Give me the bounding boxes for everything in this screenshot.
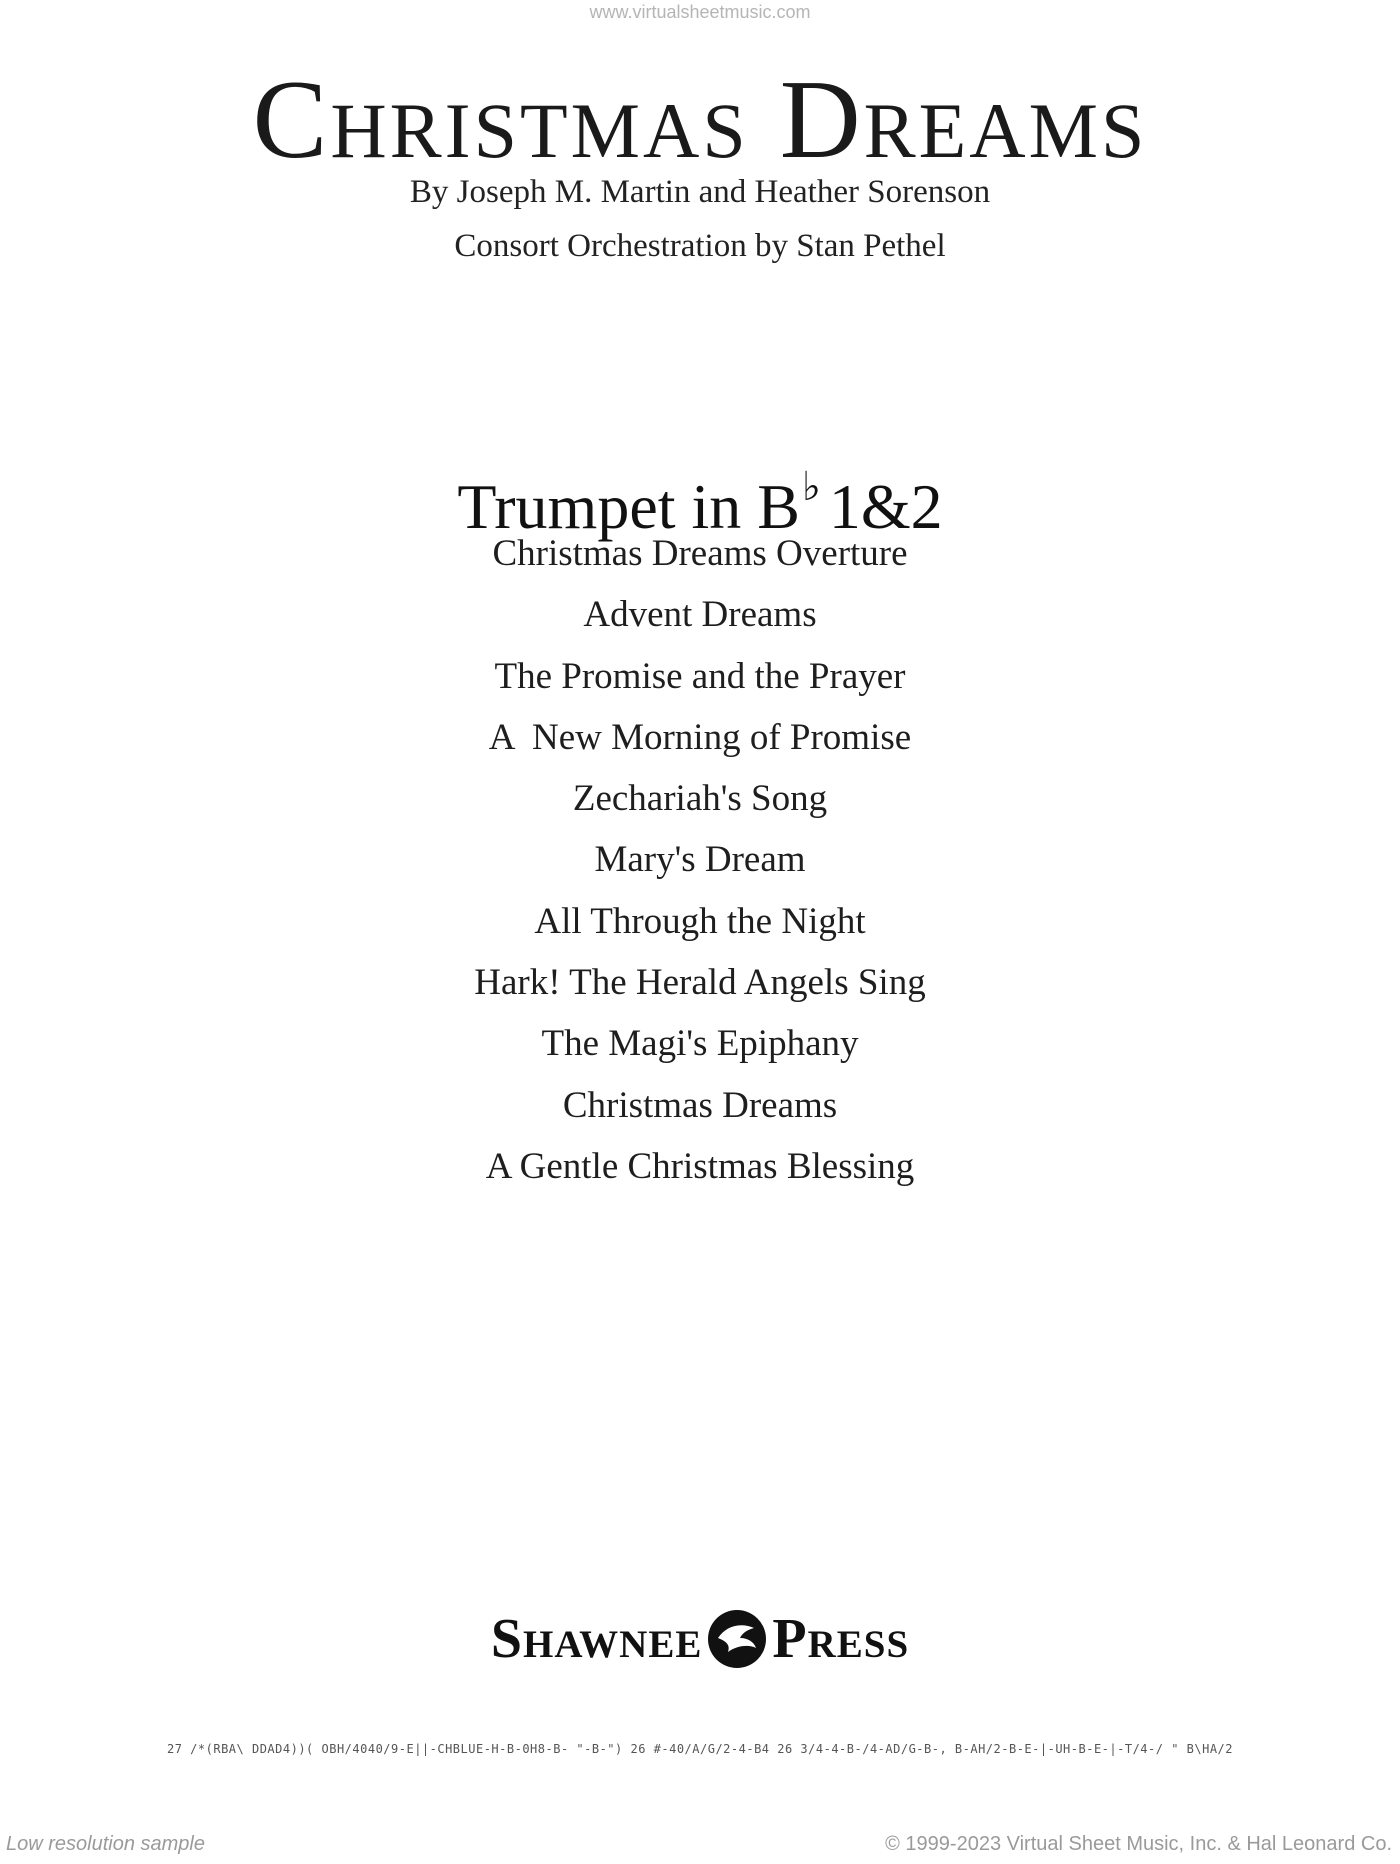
publisher-logo bbox=[0, 1608, 1400, 1670]
orchestration-credit: Consort Orchestration by Stan Pethel bbox=[454, 228, 946, 264]
sample-notice: Low resolution sample bbox=[6, 1833, 205, 1855]
site-watermark: www.virtualsheetmusic.com bbox=[589, 2, 811, 22]
part-name-number: 1&2 bbox=[828, 471, 943, 542]
copyright-notice: © 1999-2023 Virtual Sheet Music, Inc. & Hal Leonard Co. bbox=[885, 1833, 1392, 1855]
contents-item: Christmas Dreams Overture bbox=[492, 533, 908, 574]
contents-item: All Through the Night bbox=[534, 900, 866, 942]
fine-print-code: 27 /*(RBA\ DDAD4))( OBH/4040/9-E||-CHBLUE-H-B-0H8-B- "-B-") 26 #-40/A/G/2-4-B4 26 3/4-4-B-/4-AD/G-B-, B-AH/2-B-E-|-UH-B-E-|-T/4-/ " B\HA/2 bbox=[167, 1742, 1233, 1756]
contents-item: Zechariah's Song bbox=[572, 778, 828, 820]
publisher-logo-left: Shawnee bbox=[490, 1608, 703, 1670]
part-name bbox=[0, 452, 1400, 542]
part-name-instrument: Trumpet in B bbox=[457, 471, 800, 542]
dove-icon bbox=[706, 1608, 768, 1670]
contents-item: Mary's Dream bbox=[594, 839, 806, 881]
composer-credit: By Joseph M. Martin and Heather Sorenson bbox=[409, 174, 991, 210]
score-title: Christmas Dreams bbox=[252, 58, 1148, 182]
publisher-logo-right: Press bbox=[772, 1608, 910, 1670]
contents-item: Advent Dreams bbox=[583, 594, 817, 636]
flat-symbol-icon: ♭ bbox=[801, 464, 821, 509]
contents-item: The Promise and the Prayer bbox=[494, 655, 906, 697]
contents-item: A New Morning of Promise bbox=[488, 716, 912, 758]
contents-list bbox=[0, 534, 1400, 1208]
contents-item: Christmas Dreams bbox=[562, 1084, 838, 1126]
contents-item: A Gentle Christmas Blessing bbox=[485, 1145, 915, 1187]
contents-item: Hark! The Herald Angels Sing bbox=[474, 962, 926, 1004]
contents-item: The Magi's Epiphany bbox=[541, 1023, 859, 1065]
